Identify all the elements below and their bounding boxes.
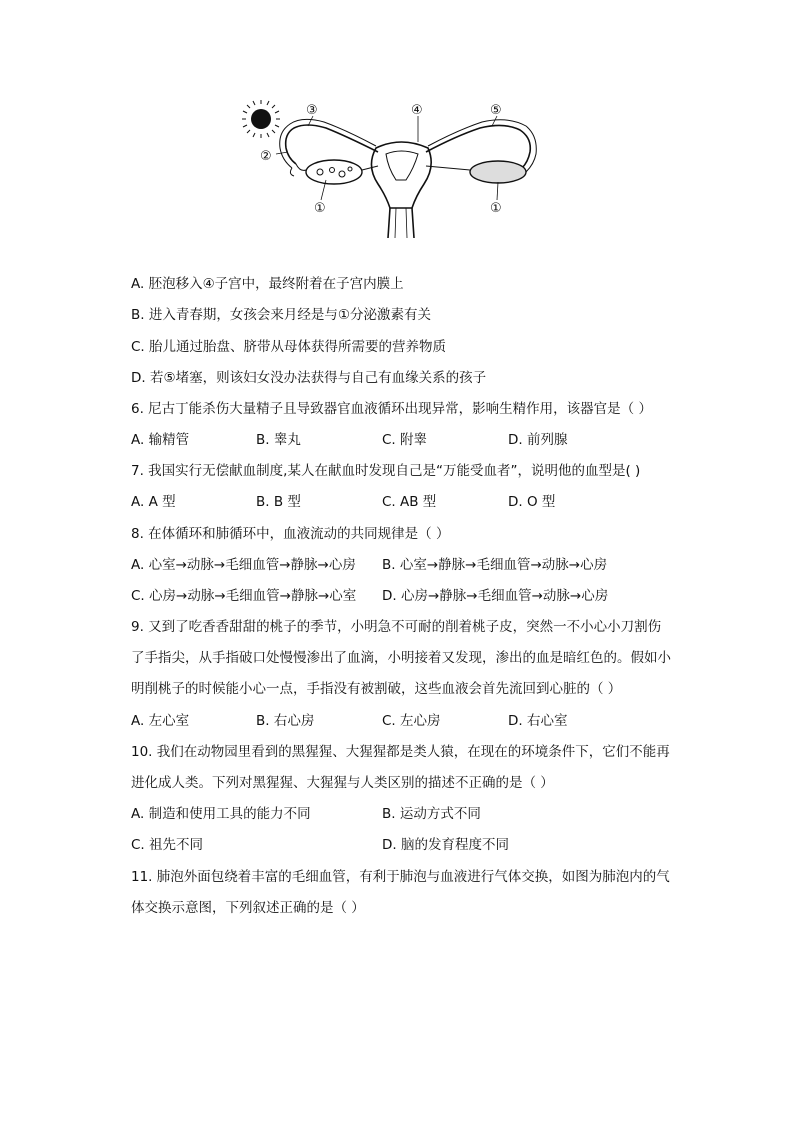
q10-options-row2 (131, 835, 694, 855)
q11-stem-line2: 体交换示意图，下列叙述正确的是（ ） (131, 900, 365, 916)
q7-options (131, 492, 694, 512)
q9-options (131, 711, 694, 731)
q10-option-a: A. 制造和使用工具的能力不同 (131, 806, 311, 822)
figure-label-5: ⑤ (490, 103, 502, 118)
q6-options (131, 430, 694, 450)
q9-option-d: D. 右心室 (508, 713, 568, 729)
q9-option-a: A. 左心室 (131, 713, 190, 729)
q6-option-a: A. 输精管 (131, 432, 190, 448)
q9-stem-line1: 9. 又到了吃香香甜甜的桃子的季节，小明急不可耐的削着桃子皮，突然一不小心小刀割伤 (131, 619, 662, 635)
right-ovary (470, 161, 526, 183)
uterus-shape (371, 142, 431, 208)
q10-option-b: B. 运动方式不同 (382, 806, 481, 822)
right-oviduct (426, 125, 530, 168)
female-reproductive-system-figure (236, 96, 566, 238)
sun-burst-icon (242, 100, 280, 138)
figure-label-4: ④ (411, 103, 423, 118)
figure-label-1-left: ① (314, 201, 326, 216)
figure-label-1-right: ① (490, 201, 502, 216)
q9-option-c: C. 左心房 (382, 713, 441, 729)
q8-option-c: C. 心房→动脉→毛细血管→静脉→心室 (131, 588, 357, 604)
q8-option-d: D. 心房→静脉→毛细血管→动脉→心房 (382, 588, 609, 604)
q10-option-c: C. 祖先不同 (131, 837, 204, 853)
q7-option-b: B. B 型 (256, 494, 301, 510)
q10-option-d: D. 脑的发育程度不同 (382, 837, 509, 853)
q7-option-c: C. AB 型 (382, 494, 437, 510)
q6-option-c: C. 附睾 (382, 432, 428, 448)
q7-option-d: D. O 型 (508, 494, 556, 510)
left-oviduct (286, 125, 378, 164)
figure-label-3: ③ (306, 103, 318, 118)
q9-option-b: B. 右心房 (256, 713, 315, 729)
q8-option-b: B. 心室→静脉→毛细血管→动脉→心房 (382, 557, 608, 573)
q5-option-c: C. 胎儿通过胎盘、脐带从母体获得所需要的营养物质 (131, 339, 447, 355)
q9-stem-line2: 了手指尖，从手指破口处慢慢渗出了血滴，小明接着又发现，渗出的血是暗红色的。假如小 (131, 650, 671, 666)
q10-options-row1 (131, 804, 694, 824)
q6-option-d: D. 前列腺 (508, 432, 568, 448)
q8-options-row2 (131, 586, 694, 606)
q9-stem-line3: 明削桃子的时候能小心一点，手指没有被割破，这些血液会首先流回到心脏的（ ） (131, 681, 622, 697)
q7-stem: 7. 我国实行无偿献血制度,某人在献血时发现自己是“万能受血者”，说明他的血型是( ) (131, 463, 641, 479)
q5-option-a: A. 胚泡移入④子宫中，最终附着在子宫内膜上 (131, 276, 404, 292)
q5-option-d: D. 若⑤堵塞，则该妇女没办法获得与自己有血缘关系的孩子 (131, 370, 487, 386)
q8-stem: 8. 在体循环和肺循环中，血液流动的共同规律是（ ） (131, 526, 450, 542)
q6-stem: 6. 尼古丁能杀伤大量精子且导致器官血液循环出现异常，影响生精作用，该器官是（ ） (131, 401, 652, 417)
q8-options-row1 (131, 555, 694, 575)
q5-option-b: B. 进入青春期，女孩会来月经是与①分泌激素有关 (131, 307, 431, 323)
figure-label-2: ② (260, 149, 272, 164)
q10-stem-line1: 10. 我们在动物园里看到的黑猩猩、大猩猩都是类人猿，在现在的环境条件下，它们不能再 (131, 744, 670, 760)
q6-option-b: B. 睾丸 (256, 432, 301, 448)
q8-option-a: A. 心室→动脉→毛细血管→静脉→心房 (131, 557, 356, 573)
q11-stem-line1: 11. 肺泡外面包绕着丰富的毛细血管，有利于肺泡与血液进行气体交换，如图为肺泡内的气 (131, 869, 670, 885)
q7-option-a: A. A 型 (131, 494, 176, 510)
q10-stem-line2: 进化成人类。下列对黑猩猩、大猩猩与人类区别的描述不正确的是（ ） (131, 775, 554, 791)
